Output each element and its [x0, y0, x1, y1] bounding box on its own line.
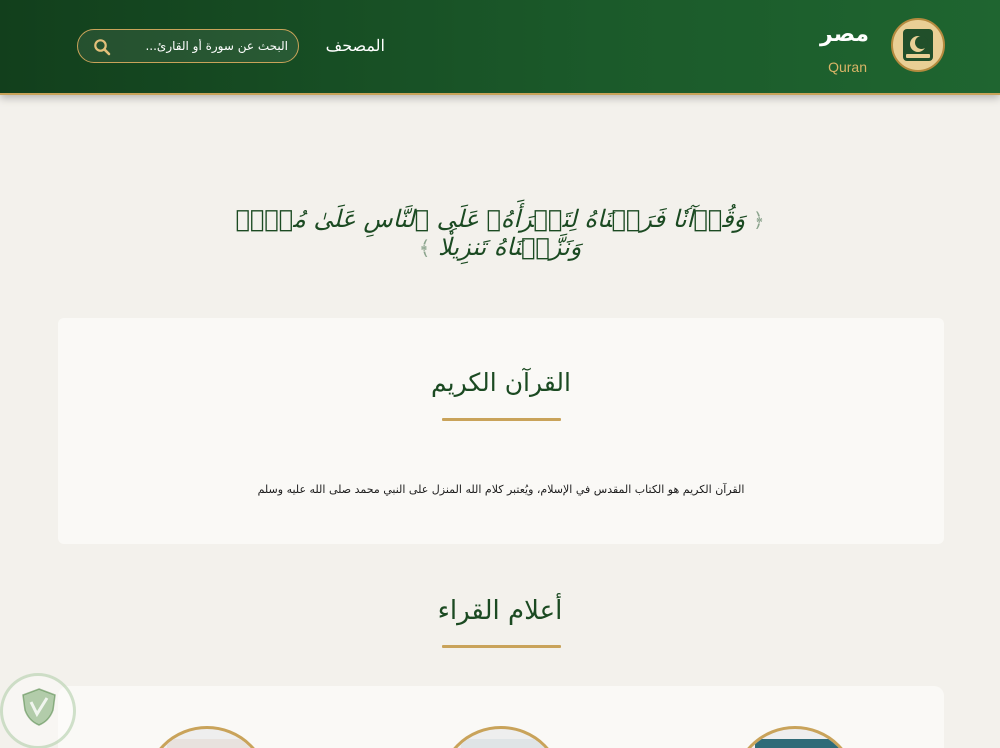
search-box[interactable] [77, 29, 299, 63]
site-logo[interactable] [891, 18, 945, 72]
watermark-logo [0, 673, 76, 748]
card-title: القرآن الكريم [430, 368, 571, 397]
reciter-photo [167, 739, 253, 748]
card-description: القرآن الكريم هو الكتاب المقدس في الإسلام، ويُعتبر كلام الله المنزل على النبي محمد صلى الله عليه وسلم [257, 483, 745, 496]
brand-name[interactable]: مصر [820, 22, 869, 47]
quran-verse [200, 205, 800, 261]
search-input[interactable] [120, 35, 288, 57]
reciter-photo [755, 739, 841, 748]
quran-book-icon [903, 29, 933, 61]
verse-close-ornament: ﴾ [418, 236, 431, 260]
verse-text: وَقُرۡآنٗا فَرَقۡنَاهُ لِتَقۡرَأَهُۥ عَلَى ٱلنَّاسِ عَلَىٰ مُكۡثٖ وَنَزَّلۡنَاهُ تَنزِيلٗا [235, 205, 746, 261]
nav-link-mushaf[interactable]: المصحف [325, 38, 385, 55]
site-header [0, 0, 1000, 95]
reciters-section-title: أعلام القراء [437, 596, 563, 626]
shield-icon [21, 688, 57, 726]
reciter-avatar-1[interactable] [144, 726, 270, 748]
verse-open-ornament: ﴿ [752, 208, 765, 232]
reciters-list [58, 686, 944, 748]
reciter-avatar-2[interactable] [438, 726, 564, 748]
brand-subtitle[interactable]: Quran [828, 59, 867, 75]
title-underline [442, 418, 561, 421]
search-icon[interactable] [93, 38, 111, 56]
quran-info-card [58, 318, 944, 544]
reciter-avatar-3[interactable] [732, 726, 858, 748]
section-underline [442, 645, 561, 648]
reciter-photo [461, 739, 547, 748]
